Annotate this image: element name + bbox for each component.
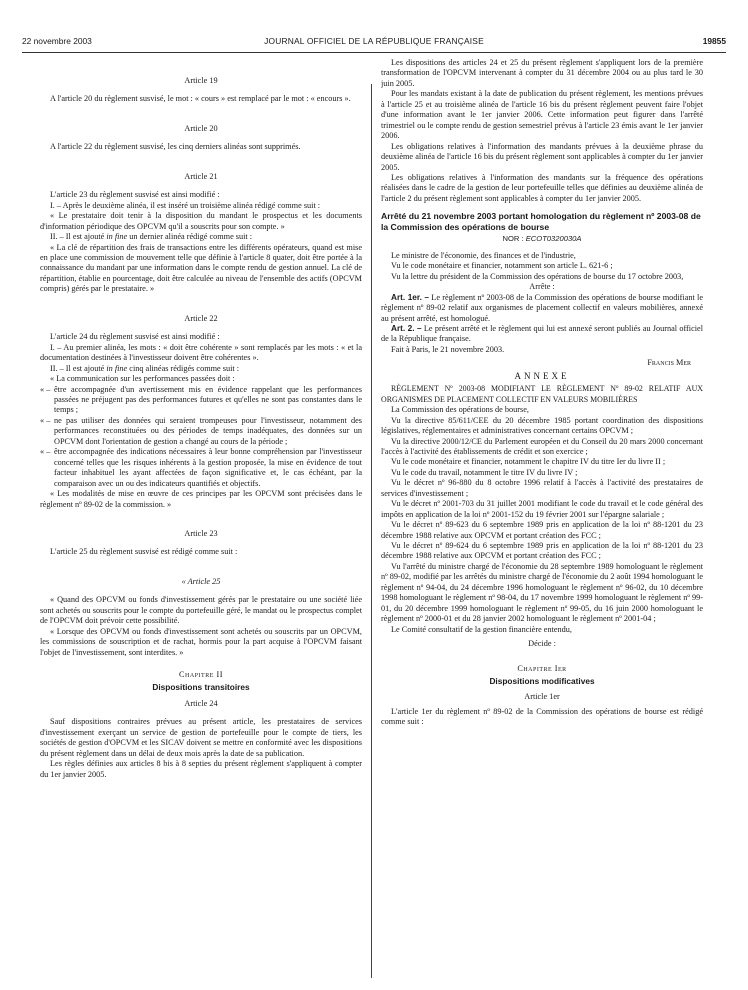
page-number: 19855 [702,36,726,46]
article-25-para-1: « Quand des OPCVM ou fonds d'investissement gérés par le prestataire ou une société liée sont achetés ou souscrits pour le compte du portefeuille géré, le mandat ou le prospectus complet de l'OPCVM doit prévoir cette possibilité. [40,595,362,626]
article-25-subtitle: « Article 25 [181,576,221,586]
article-20-text: A l'article 22 du règlement susvisé, les cinq derniers alinéas sont supprimés. [50,142,301,152]
bullet-text: être accompagnée d'un avertissement mis en évidence rappelant que les performances passées ne préjugent pas des performances futures et qu'elles ne sont pas constantes dans le temps ; [54,384,362,415]
article-23-intro: L'article 25 du règlement susvisé est rédigé comme suit : [50,547,238,557]
article-1-text: L'article 1er du règlement nº 89-02 de la Commission des opérations de bourse est rédigé comme suit : [381,706,703,727]
article-24-para-1: Sauf dispositions contraires prévues au présent article, les prestataires de services d'investissement exerçant un service de gestion de portefeuille pour le compte de tiers, les sociétés de gestion d'OPCVM et les SICAV doivent se mettre en conformité avec les dispositions du présent règlement dans un délai de deux mois après la date de sa publication. [40,717,362,758]
article-23-title: Article 23 [184,528,218,538]
arrete-article-1 [381,293,703,324]
nor-reference [381,234,703,244]
nor-code: ECOT0320030A [525,234,582,244]
decide-label: Décide : [528,639,556,649]
bullet-text: ne pas utiliser des données qui seraient trompeuses pour l'investisseur, notamment des performances reconstituées ou des périodes de temps inadéquates, des données sur un OPCVM dont l'orientation de gestion a changé au cours de la période ; [54,415,362,446]
transition-para-2: Pour les mandats existant à la date de publication du présent règlement, les mentions prévues à l'article 25 et au troisième alinéa de l'article 16 bis du présent règlement peuvent faire l'objet d'une information avant le 1er janvier 2006. Cette information peut figurer dans l'arrêté trimestriel ou le compte rendu de gestion semestriel prévus à l'article 23 émis avant le 1er janvier 2006. [381,89,703,141]
spacer [381,204,703,207]
italic-run: in fine [106,232,128,242]
bullet-mark: « – [40,415,51,425]
header-rule [22,52,726,53]
text-run: un dernier alinéa rédigé comme suit : [127,232,253,242]
article-21-point-1: I. – Après le deuxième alinéa, il est inséré un troisième alinéa rédigé comme suit : [50,200,321,210]
bullet-item [40,385,362,416]
article-21-quote-2: « La clé de répartition des frais de transactions entre les différents opérateurs, quand est mise en place une commission de mouvement telle que définie à l'article 8 quater, doit être portée à la connaissance du mandant par une information dans le compte rendu de gestion annuel. La clé de répartition, établie en pourcentage, doit être calculée au niveau de l'ensemble des actifs (OPCVM compris) gérés par le prestataire. » [40,242,362,294]
bullet-item [40,416,362,447]
vu-item: Vu le décret nº 89-624 du 6 septembre 1989 pris en application de la loi nº 88-1201 du 23 décembre 1988 relative aux OPCVM et portant création des FCC ; [381,541,703,561]
vu-item: Vu le décret nº 2001-703 du 31 juillet 2001 modifiant le code du travail et le code général des impôts en application de la loi nº 2001-152 du 19 février 2001 sur l'épargne salariale ; [381,499,703,519]
chapter-1-label: Chapitre Ier [517,663,567,673]
article-22-intro: L'article 24 du règlement susvisé est ainsi modifié : [50,332,220,342]
vu-code-monetaire: Vu le code monétaire et financier, notamment son article L. 621-6 ; [391,261,613,271]
text-run: II. – Il est ajouté [50,232,107,242]
article-21-point-2 [40,232,362,242]
vu-item: Vu la directive 2000/12/CE du Parlement européen et du Conseil du 20 mars 2000 concernant l'accès à l'activité des établissements de crédit et son exercice ; [381,436,703,456]
article-19-text: A l'article 20 du règlement susvisé, le mot : « cours » est remplacé par le mot : « encours ». [50,94,351,104]
article-19-title: Article 19 [184,76,218,85]
transition-para-1: Les dispositions des articles 24 et 25 du présent règlement s'appliquent lors de la première transformation de l'OPCVM intervenant à compter du 31 décembre 2004 ou au plus tard le 30 juin 2005. [381,58,703,88]
header-date: 22 novembre 2003 [22,36,92,46]
italic-run: in fine [106,363,128,373]
regulation-title: RÈGLEMENT Nº 2003-08 MODIFIANT LE RÈGLEMENT Nº 89-02 RELATIF AUX ORGANISMES DE PLACEMENT COLLECTIF EN VALEURS MOBILIÈRES [381,384,703,404]
arrete-label: Arrête : [529,282,555,292]
article-25-para-2: « Lorsque des OPCVM ou fonds d'investissement sont achetés ou souscrits par un OPCVM, les commissions de souscription et de rachat, hormis pour la part acquise à l'OPCVM faisant l'objet de l'investissement, sont interdites. » [40,626,362,657]
commission-line: La Commission des opérations de bourse, [391,405,529,415]
column-divider [371,84,372,978]
article-label: Art. 1er. – [391,292,430,302]
article-22-point-1: I. – Au premier alinéa, les mots : « doit être cohérente » sont remplacés par les mots : « et la documentation destinées à l'investisseur doivent être cohérentes ». [40,342,362,363]
article-20-title: Article 20 [184,123,218,133]
vu-item: Vu le décret nº 89-623 du 6 septembre 1989 pris en application de la loi nº 88-1201 du 23 décembre 1988 relative aux OPCVM et portant création des FCC ; [381,520,703,540]
left-column [40,58,362,978]
chapter-1-title: Dispositions modificatives [489,676,595,687]
text-run: II. – Il est ajouté [50,363,107,373]
transition-para-4: Les obligations relatives à l'information des mandants sur la fréquence des opérations réalisées dans le cadre de la gestion de leur portefeuille telles que définies au deuxième alinéa de l'article 2 du présent règlement sont applicables à compter du 1er janvier 2005. [381,172,703,203]
text-run: cinq alinéas rédigés comme suit : [127,363,240,373]
vu-item: Vu l'arrêté du ministre chargé de l'économie du 28 septembre 1989 homologuant le règlement nº 89-02, modifié par les arrêtés du ministre chargé de l'économie du 2 août 1994 homologuant le règlement nº 94-04, du 24 décembre 1996 homologuant le règlement nº 96-02, du 10 décembre 1998 homologuant le règlement nº 98-04, du 17 novembre 1999 homologuant le règlement nº 99-01, du 20 décembre 1999 homologuant le règlement nº 99-05, du 16 juin 2000 homologuant le règlement nº 2000-01 et du 28 janvier 2002 homologuant le règlement nº 2001-04 ; [381,561,703,624]
chapter-2-label: Chapitre II [179,670,223,680]
bullet-mark: « – [40,384,51,394]
article-1-title: Article 1er [524,692,560,702]
article-21-intro: L'article 23 du règlement susvisé est ainsi modifié : [50,190,220,200]
bullet-text: être accompagnée des indications nécessaires à leur bonne compréhension par l'investisseur concerné telles que les risques inhérents à la gestion proposée, la mise en évidence de tout facteur inhabituel les ayant affectées de façon significative et, le cas échéant, par la comparaison avec un ou des indicateurs quantifiés et objectifs. [54,447,362,488]
article-22-point-2 [40,364,362,374]
vu-item: Vu le code du travail, notamment le titre IV du livre IV ; [391,467,578,477]
vu-item: Vu la directive 85/611/CEE du 20 décembre 1985 portant coordination des dispositions législatives, réglementaires et administratives concernant certains OPCVM ; [381,415,703,436]
vu-lettre: Vu la lettre du président de la Commission des opérations de bourse du 17 octobre 2003, [391,271,684,281]
article-22-quote-intro: « La communication sur les performances passées doit : [50,374,235,384]
arrete-article-2 [381,324,703,345]
annexe-title: ANNEXE [514,370,570,381]
fait-a-paris: Fait à Paris, le 21 novembre 2003. [391,344,505,354]
minister-line: Le ministre de l'économie, des finances et de l'industrie, [391,250,576,260]
bullet-mark: « – [40,447,51,457]
arrete-title: Arrêté du 21 novembre 2003 portant homologation du règlement nº 2003-08 de la Commission des opérations de bourse [381,211,701,232]
text-run: Le règlement nº 2003-08 de la Commission des opérations de bourse modifiant le règlement nº 89-02 relatif aux organismes de placement collectif en valeurs mobilières, annexé au présent arrêté, est homologué. [381,292,703,323]
vu-item: Vu le code monétaire et financier, notamment le chapitre IV du titre Ier du livre II ; [391,457,666,467]
chapter-2-title: Dispositions transitoires [152,682,250,693]
right-column [381,58,703,978]
transition-para-3: Les obligations relatives à l'information des mandants prévues à la deuxième phrase du deuxième alinéa de l'article 16 bis du présent règlement sont applicables à compter du 1er janvier 2005. [381,141,703,172]
nor-label: NOR : [502,234,526,244]
comite-line: Le Comité consultatif de la gestion financière entendu, [391,624,572,634]
article-21-title: Article 21 [184,171,218,181]
article-22-quote-end: « Les modalités de mise en œuvre de ces principes par les OPCVM sont précisées dans le règlement nº 89-02 de la commission. » [40,489,362,509]
page-header [22,36,726,50]
vu-item: Vu le décret nº 96-880 du 8 octobre 1996 relatif à l'accès à l'activité des prestataires de services d'investissement ; [381,478,703,498]
signature: Francis Mer [647,358,691,368]
article-21-quote-1: « Le prestataire doit tenir à la disposition du mandant le prospectus et les documents d'information périodique des OPCVM qu'il a souscrits pour son compte. » [40,211,362,231]
article-24-para-2: Les règles définies aux articles 8 bis à 8 septies du présent règlement s'appliquent à compter du 1er janvier 2005. [40,759,362,779]
journal-title: JOURNAL OFFICIEL DE LA RÉPUBLIQUE FRANÇAISE [264,36,484,46]
article-22-title: Article 22 [184,313,218,323]
article-24-title: Article 24 [184,698,218,708]
bullet-item [40,447,362,489]
text-run: Le présent arrêté et le règlement qui lui est annexé seront publiés au Journal officiel de la République française. [381,323,703,344]
article-label: Art. 2. – [391,323,422,333]
